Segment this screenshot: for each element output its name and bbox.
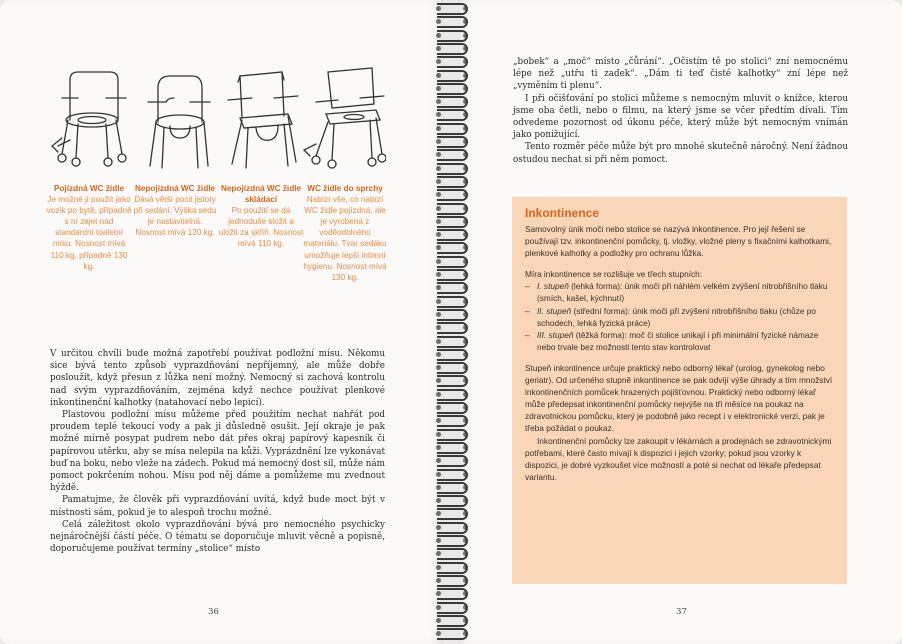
caption-folding-commode bbox=[218, 183, 304, 250]
spiral-coil bbox=[428, 547, 474, 561]
spiral-coil bbox=[428, 95, 474, 109]
shower-commode-chair-illustration bbox=[302, 58, 386, 174]
spiral-coil bbox=[428, 321, 474, 335]
list-item: – III. stupeň (těžká forma): moč či stolice unikají i při minimální fyzické námaze nebo trvale bez možnosti tento stav kontrolovat bbox=[525, 329, 819, 352]
box-paragraph: Inkontinenční pomůcky lze zakoupit v lékárnách a prodejnách se zdravotnickými potřebami, které často mívají k dispozici i jejich vzorky; pokud jsou vzorky k dispozici, je dobré vyzkoušet více možností a poté si nechat od lékaře předepsat variantu. bbox=[525, 435, 832, 482]
spiral-coil bbox=[428, 507, 474, 521]
spiral-coil bbox=[428, 468, 474, 482]
spiral-coil bbox=[428, 55, 474, 69]
page-number-left: 36 bbox=[208, 607, 219, 617]
level-text: (střední forma): únik moči při zvýšení nitrobřišního tlaku (chůze po schodech, lehká fyzická práce) bbox=[537, 305, 817, 328]
spiral-coil bbox=[428, 295, 474, 309]
spiral-coil bbox=[428, 534, 474, 548]
paragraph: Pamatujme, že člověk při vyprazdňování uvítá, když bude moct být v místnosti sám, pokud je to alespoň trochu možné. bbox=[50, 495, 385, 518]
spiral-coil bbox=[428, 241, 474, 255]
spiral-coil bbox=[428, 441, 474, 455]
chair-captions bbox=[46, 183, 388, 315]
spiral-coil bbox=[428, 454, 474, 468]
folding-commode-chair-illustration bbox=[218, 58, 302, 174]
wheeled-commode-chair-illustration bbox=[48, 58, 132, 174]
static-commode-chair-illustration bbox=[134, 58, 218, 174]
spiral-coil bbox=[428, 2, 474, 16]
caption-description: Nabízí vše, co nabízí WC židle pojízdná, ale je vyrobena z voděodolného materiálu. Tvar sedáku umožňuje lepší intimní hygienu. Nosnost mívá 130 kg. bbox=[303, 195, 387, 282]
spiral-coil bbox=[428, 15, 474, 29]
chair-illustrations bbox=[42, 58, 387, 174]
box-intro: Samovolný únik moči nebo stolice se nazývá inkontinence. Pro její řešení se používají tzv. inkontinenční pomůcky, tj. vložky, vložné pleny s fixačními kalhotkami, plenkové kalhotky a podložky pro ochranu lůžka. bbox=[525, 224, 832, 259]
box-title: Inkontinence bbox=[525, 206, 600, 220]
spiral-binding bbox=[428, 0, 474, 644]
list-item: – II. stupeň (střední forma): únik moči při zvýšení nitrobřišního tlaku (chůze po schodech, lehká fyzická práce) bbox=[525, 305, 817, 328]
spiral-coil bbox=[428, 574, 474, 588]
spiral-coil bbox=[428, 135, 474, 149]
left-page bbox=[0, 0, 443, 644]
paragraph: I při očišťování po stolici můžeme s nemocným mluvit o knížce, kterou jsme oba četli, nebo o filmu, na který jsme se včer předtím dívali. Tím odvedeme pozornost od úkonu péče, který může být nemocným vnímán jako ponižující. bbox=[513, 93, 848, 141]
page-number-right: 37 bbox=[676, 607, 687, 617]
caption-description: Dává větší pocit jistoty při sedání. Výška sedu je nastavitelná. Nosnost mívá 120 kg. bbox=[133, 195, 217, 238]
spiral-coil bbox=[428, 108, 474, 122]
level-name: III. stupeň bbox=[537, 329, 574, 340]
spiral-coil bbox=[428, 614, 474, 628]
spiral-coil bbox=[428, 587, 474, 601]
levels-list bbox=[525, 280, 834, 353]
spiral-coil bbox=[428, 308, 474, 322]
spiral-coil bbox=[428, 175, 474, 189]
caption-title: Nepojízdná WC židle skládací bbox=[220, 184, 302, 205]
level-name: I. stupeň bbox=[537, 281, 569, 292]
spiral-coil bbox=[428, 188, 474, 202]
spiral-coil bbox=[428, 29, 474, 43]
caption-title: WC židle do sprchy bbox=[307, 184, 383, 193]
spiral-coil bbox=[428, 82, 474, 96]
spiral-coil bbox=[428, 627, 474, 641]
spiral-coil bbox=[428, 481, 474, 495]
spiral-coil bbox=[428, 388, 474, 402]
spiral-coil bbox=[428, 162, 474, 176]
list-item: – I. stupeň (lehká forma): únik moči při náhlém velkém zvýšení nitrobřišního tlaku (smích, kašel, kýchnutí) bbox=[525, 281, 828, 304]
left-body-text bbox=[50, 348, 385, 555]
spiral-coil bbox=[428, 428, 474, 442]
paragraph: V určitou chvíli bude možná zapotřebí používat podložní mísu. Někomu sice bývá tento způsob vyprazdňování nepříjemný, ale může dobře posloužit, když přesun z lůžka není možný. Nemocný si zachová kontrolu nad svým vyprazdňováním, zejména když nechce používat plenkové inkontinenční kalhotky (natahovací nebo lepicí). bbox=[50, 349, 385, 408]
spiral-coil bbox=[428, 255, 474, 269]
spiral-coil bbox=[428, 335, 474, 349]
spiral-coil bbox=[428, 414, 474, 428]
spiral-coil bbox=[428, 561, 474, 575]
levels-intro: Míra inkontinence se rozlišuje ve třech stupních: bbox=[525, 269, 703, 280]
caption-shower-commode bbox=[302, 183, 388, 283]
paragraph: Plastovou podložní mísu můžeme před použitím nechat nahřát pod proudem teplé tekoucí vody a pak ji důsledně osušit. Její okraje je pak možné mírně posypat pudrem nebo dát přes okraj papírový kapesník či papírovou utěrku, aby se mísa nelepila na kůži. Vyprázdnění lze vykonávat buď na boku, nebo vleže na zádech. Pokud má nemocný dost sil, může nám pomoct pokrčením nohou. Mísu pod něj dáme a pomůžeme mu zvednout hýždě. bbox=[50, 410, 385, 494]
incontinence-info-box bbox=[512, 197, 847, 584]
paragraph: Tento rozměr péče může být pro mnohé skutečně náročný. Není žádnou ostudou nechat si při něm pomoct. bbox=[513, 142, 848, 165]
spiral-coil bbox=[428, 361, 474, 375]
spiral-coil bbox=[428, 494, 474, 508]
spiral-coil bbox=[428, 281, 474, 295]
caption-description: Po použití se dá jednoduše složit a uložit za skříň. Nosnost mívá 110 kg. bbox=[218, 206, 304, 249]
spiral-coil bbox=[428, 401, 474, 415]
spiral-coil bbox=[428, 521, 474, 535]
right-body-text bbox=[513, 56, 848, 166]
level-text: (lehká forma): únik moči při náhlém velkém zvýšení nitrobřišního tlaku (smích, kašel, kýchnutí) bbox=[537, 281, 828, 304]
spiral-coil bbox=[428, 268, 474, 282]
spiral-coil bbox=[428, 348, 474, 362]
caption-static-commode bbox=[132, 183, 218, 238]
level-text: (těžká forma): moč či stolice unikají i při minimální fyzické námaze nebo trvale bez možnosti tento stav kontrolovat bbox=[537, 329, 819, 352]
box-paragraph: Stupeň inkontinence určuje praktický nebo odborný lékař (urolog, gynekolog nebo geriatr). Od určeného stupně inkontinence se pak odvíjí výše úhrady a tím množství inkontinenčních pomůcek hrazených pojišťovnou. Praktický nebo odborný lékař může předepsat inkontinenční pomůcky nejvýše na tři měsíce na poukaz na zdravotnickou pomůcku, který je podobně jako recept i v elektronické verzi, pak je třeba požádat o poukaz. bbox=[525, 362, 833, 434]
spiral-coil bbox=[428, 69, 474, 83]
spiral-coil bbox=[428, 202, 474, 216]
spiral-coil bbox=[428, 601, 474, 615]
spiral-coil bbox=[428, 122, 474, 136]
spiral-coil bbox=[428, 228, 474, 242]
paragraph: Celá záležitost okolo vyprazdňování bývá pro nemocného psychicky nejnáročnější částí péče. O tématu se doporučuje mluvit věcně a popisně, doporučujeme používat termíny „stolice“ místo bbox=[50, 519, 385, 555]
spiral-coil bbox=[428, 148, 474, 162]
caption-description: Je možné ji použít jako vozík po bytě, případně s ní zajet nad standardní toaletní mísu. Nosnost mívá 110 kg, případně 130 kg. bbox=[46, 195, 132, 271]
caption-title: Pojízdná WC židle bbox=[53, 184, 125, 193]
caption-title: Nepojízdná WC židle bbox=[134, 184, 216, 193]
level-name: II. stupeň bbox=[537, 305, 572, 316]
caption-wheeled-commode bbox=[46, 183, 132, 272]
paragraph: „bobek“ a „moč“ místo „čůrání“. „Očistím tě po stolici“ zní nemocnému lépe než „utřu ti zadek“. „Dám ti teď čisté kalhotky“ zní lépe než „vyměním ti plenu“. bbox=[513, 57, 848, 92]
spiral-coil bbox=[428, 42, 474, 56]
spiral-coil bbox=[428, 374, 474, 388]
spiral-coil bbox=[428, 215, 474, 229]
